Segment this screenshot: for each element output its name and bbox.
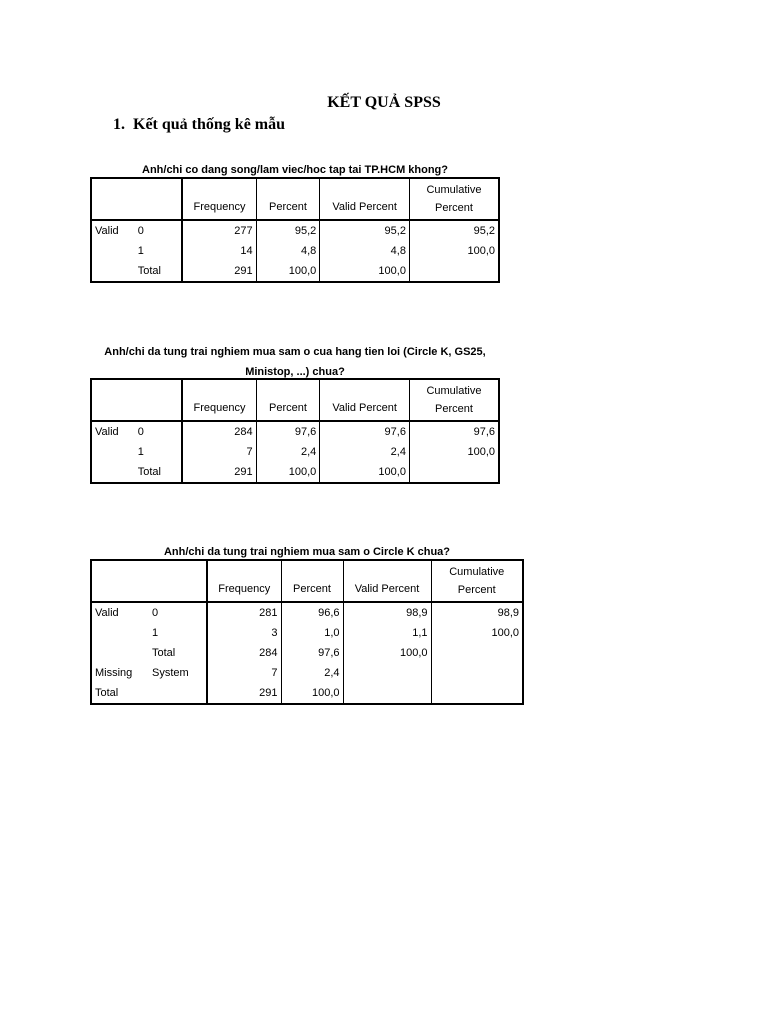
cumulative-header-bottom: Percent xyxy=(435,202,473,214)
percent-cell: 1,0 xyxy=(281,623,343,643)
valid-percent-cell: 100,0 xyxy=(320,261,410,282)
frequency-header: Frequency xyxy=(182,178,256,220)
table3 xyxy=(90,559,524,705)
table-row xyxy=(91,261,499,282)
row-category: 0 xyxy=(135,220,183,241)
cumulative-percent-cell xyxy=(431,683,523,704)
percent-cell: 100,0 xyxy=(281,683,343,704)
valid-percent-cell xyxy=(343,663,431,683)
table1-header-row xyxy=(91,178,499,220)
row-group-label: Valid xyxy=(95,426,119,438)
frequency-cell: 291 xyxy=(182,462,256,483)
row-category: 0 xyxy=(149,602,207,623)
cumulative-percent-cell xyxy=(431,663,523,683)
row-group-label: Valid xyxy=(95,225,119,237)
cumulative-percent-header xyxy=(431,560,523,602)
cumulative-percent-cell: 98,9 xyxy=(497,607,519,619)
cumulative-header-top: Cumulative xyxy=(426,184,482,196)
valid-percent-header: Valid Percent xyxy=(343,560,431,602)
table-row xyxy=(91,663,523,683)
percent-cell: 2,4 xyxy=(281,663,343,683)
cumulative-percent-cell: 100,0 xyxy=(491,627,519,639)
cumulative-percent-cell: 100,0 xyxy=(467,245,495,257)
table-row xyxy=(91,602,523,623)
valid-percent-cell: 4,8 xyxy=(320,241,410,261)
table-row xyxy=(91,683,523,704)
valid-percent-cell: 100,0 xyxy=(343,643,431,663)
table-row xyxy=(91,643,523,663)
valid-percent-cell: 1,1 xyxy=(343,623,431,643)
frequency-header: Frequency xyxy=(207,560,281,602)
valid-percent-cell: 97,6 xyxy=(320,421,410,442)
frequency-cell: 277 xyxy=(182,220,256,241)
cumulative-header-bottom: Percent xyxy=(457,584,496,596)
row-group-label: Missing xyxy=(95,667,133,679)
frequency-cell: 281 xyxy=(207,602,281,623)
section-number: 1. xyxy=(113,116,125,133)
row-group-label: Valid xyxy=(95,607,119,619)
cumulative-percent-cell: 95,2 xyxy=(473,225,495,237)
percent-cell: 97,6 xyxy=(281,643,343,663)
percent-header: Percent xyxy=(256,178,320,220)
valid-percent-cell: 98,9 xyxy=(343,602,431,623)
percent-cell: 4,8 xyxy=(256,241,320,261)
valid-percent-cell: 2,4 xyxy=(320,442,410,462)
table2-caption-line1: Anh/chi da tung trai nghiem mua sam o cua hang tien loi (Circle K, GS25, xyxy=(104,346,486,358)
row-category: 0 xyxy=(135,421,183,442)
row-category: 1 xyxy=(135,241,183,261)
row-category: 1 xyxy=(149,623,207,643)
section-heading-text: Kết quả thống kê mẫu xyxy=(133,116,286,133)
valid-percent-cell: 95,2 xyxy=(320,220,410,241)
frequency-cell: 3 xyxy=(207,623,281,643)
valid-percent-cell xyxy=(343,683,431,704)
table-row xyxy=(91,462,499,483)
row-category: Total xyxy=(135,261,183,282)
frequency-cell: 7 xyxy=(182,442,256,462)
table2-caption-line2: Ministop, ...) chua? xyxy=(245,366,345,378)
frequency-cell: 291 xyxy=(207,683,281,704)
table2-caption xyxy=(90,342,500,382)
table2-header-row xyxy=(91,379,499,421)
percent-cell: 100,0 xyxy=(256,462,320,483)
table-row xyxy=(91,623,523,643)
table3-caption: Anh/chi da tung trai nghiem mua sam o Circle K chua? xyxy=(163,546,451,558)
percent-header: Percent xyxy=(281,560,343,602)
frequency-cell: 7 xyxy=(207,663,281,683)
table-row xyxy=(91,220,499,241)
table-row xyxy=(91,241,499,261)
table-row xyxy=(91,442,499,462)
cumulative-header-top: Cumulative xyxy=(426,385,482,397)
cumulative-percent-cell: 100,0 xyxy=(467,446,495,458)
percent-cell: 100,0 xyxy=(256,261,320,282)
table1 xyxy=(90,177,500,283)
table2 xyxy=(90,378,500,484)
row-category: System xyxy=(149,663,207,683)
row-category: Total xyxy=(149,643,207,663)
cumulative-percent-cell xyxy=(431,643,523,663)
row-category: Total xyxy=(135,462,183,483)
document-title: KẾT QUẢ SPSS xyxy=(327,94,441,111)
frequency-cell: 291 xyxy=(182,261,256,282)
cumulative-header-top: Cumulative xyxy=(449,566,505,578)
cumulative-percent-header xyxy=(409,379,499,421)
cumulative-percent-cell xyxy=(409,261,499,282)
cumulative-header-bottom: Percent xyxy=(435,403,473,415)
valid-percent-header: Valid Percent xyxy=(320,178,410,220)
percent-cell: 2,4 xyxy=(256,442,320,462)
frequency-header: Frequency xyxy=(182,379,256,421)
table1-caption: Anh/chi co dang song/lam viec/hoc tap tai TP.HCM khong? xyxy=(142,164,448,176)
frequency-cell: 284 xyxy=(182,421,256,442)
percent-cell: 96,6 xyxy=(281,602,343,623)
row-group-label: Total xyxy=(95,687,119,699)
cumulative-percent-header xyxy=(409,178,499,220)
valid-percent-header: Valid Percent xyxy=(320,379,410,421)
row-category: 1 xyxy=(135,442,183,462)
percent-cell: 95,2 xyxy=(256,220,320,241)
percent-header: Percent xyxy=(256,379,320,421)
section-heading xyxy=(113,116,285,134)
valid-percent-cell: 100,0 xyxy=(320,462,410,483)
frequency-cell: 284 xyxy=(207,643,281,663)
cumulative-percent-cell: 97,6 xyxy=(473,426,495,438)
frequency-cell: 14 xyxy=(182,241,256,261)
table3-header-row xyxy=(91,560,523,602)
percent-cell: 97,6 xyxy=(256,421,320,442)
table-row xyxy=(91,421,499,442)
cumulative-percent-cell xyxy=(409,462,499,483)
